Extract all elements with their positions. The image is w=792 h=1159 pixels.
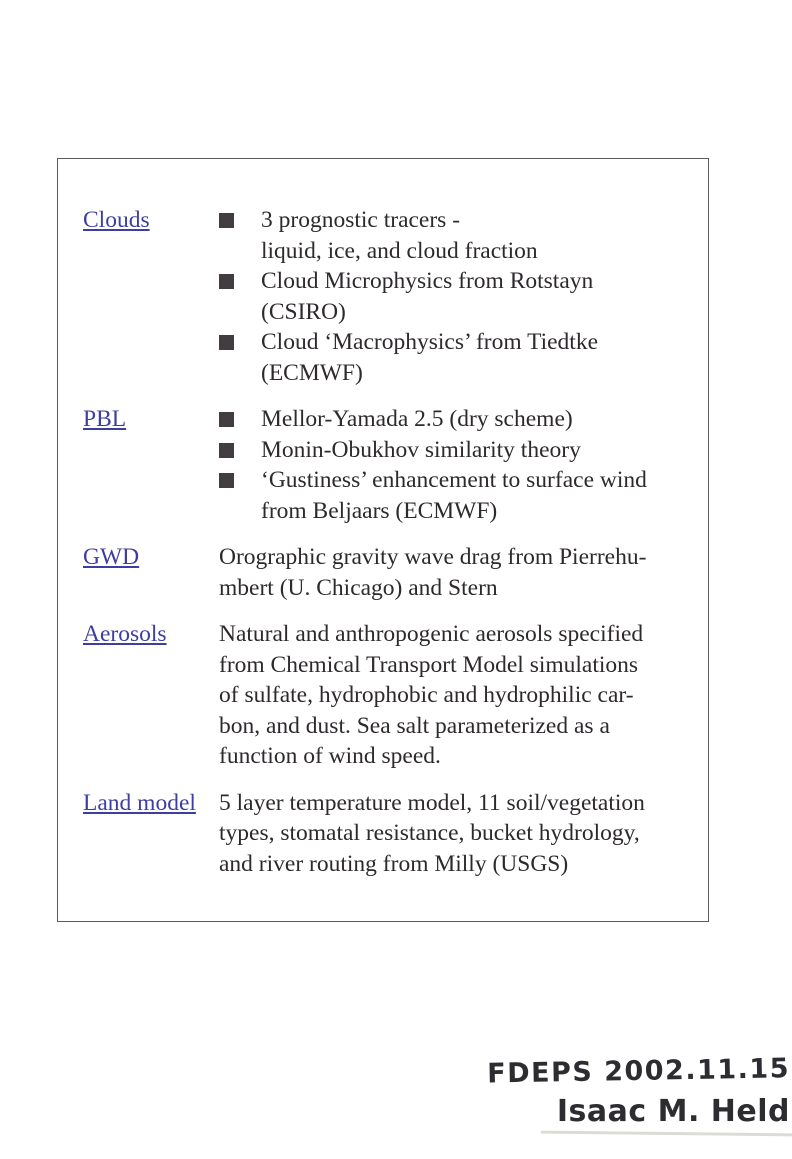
text-line: Orographic gravity wave drag from Pierrehu- [219,544,647,570]
section-link-aerosols[interactable]: Aerosols [83,621,167,647]
bullet-square-icon [219,412,234,427]
bullet-square-icon [219,335,234,350]
bullet-square-icon [219,274,234,289]
text-line: from Chemical Transport Model simulations [219,651,639,678]
section-clouds [83,205,704,388]
section-aerosols [83,619,704,772]
section-link-clouds[interactable]: Clouds [83,207,150,233]
section-gwd [83,542,704,603]
bullet-square-icon [219,473,234,488]
bullet-text [261,435,704,466]
label-column [83,788,219,880]
text-line: Cloud ‘Macrophysics’ from Tiedtke [261,329,599,355]
bullet-text [261,465,704,526]
text-line: Natural and anthropogenic aerosols specified [219,621,644,647]
model-components-panel [57,158,709,922]
bullet-item [219,404,704,435]
bullet-item [219,266,704,327]
bullet-item [219,465,704,526]
label-column [83,205,219,388]
bullet-square-icon [219,213,234,228]
text-line: types, stomatal resistance, bucket hydrology, [219,820,640,846]
section-link-land-model[interactable]: Land model [83,789,196,816]
text-line: mbert (U. Chicago) and Stern [219,574,498,601]
text-line: (ECMWF) [261,359,363,386]
definition-list [83,205,704,895]
text-line: of sulfate, hydrophobic and hydrophilic car- [219,682,634,708]
bullet-square-icon [219,443,234,458]
text-line: ‘Gustiness’ enhancement to surface wind [261,467,647,493]
section-body [219,788,704,880]
bullet-text [261,327,704,388]
section-pbl [83,404,704,526]
section-body [219,619,704,772]
bullet-text [261,205,704,266]
section-land-model [83,788,704,880]
text-line: (CSIRO) [261,298,346,325]
text-line: bon, and dust. Sea salt parameterized as a [219,712,610,739]
bullet-item [219,327,704,388]
bullet-item [219,435,704,466]
section-body [219,404,704,526]
text-line: 5 layer temperature model, 11 soil/vegetation [219,789,645,816]
text-line: 3 prognostic tracers - [261,207,461,233]
bullet-text [261,404,704,435]
text-line: Cloud Microphysics from Rotstayn [261,268,594,294]
text-line: and river routing from Milly (USGS) [219,850,569,877]
text-line: function of wind speed. [219,743,441,769]
text-line: Monin-Obukhov similarity theory [261,436,581,463]
section-link-pbl[interactable]: PBL [83,406,127,432]
signature-underline [541,1131,792,1137]
bullet-item [219,205,704,266]
section-body [219,542,704,603]
text-line: Mellor-Yamada 2.5 (dry scheme) [261,406,573,432]
section-link-gwd[interactable]: GWD [83,544,140,570]
text-line: from Beljaars (ECMWF) [261,497,498,524]
label-column [83,542,219,603]
bullet-text [261,266,704,327]
section-body [219,205,704,388]
label-column [83,619,219,772]
handwritten-signature: Isaac M. Held [556,1094,790,1129]
handwritten-date-note: FDEPS 2002.11.15 [487,1053,791,1090]
label-column [83,404,219,526]
text-line: liquid, ice, and cloud fraction [261,237,538,264]
